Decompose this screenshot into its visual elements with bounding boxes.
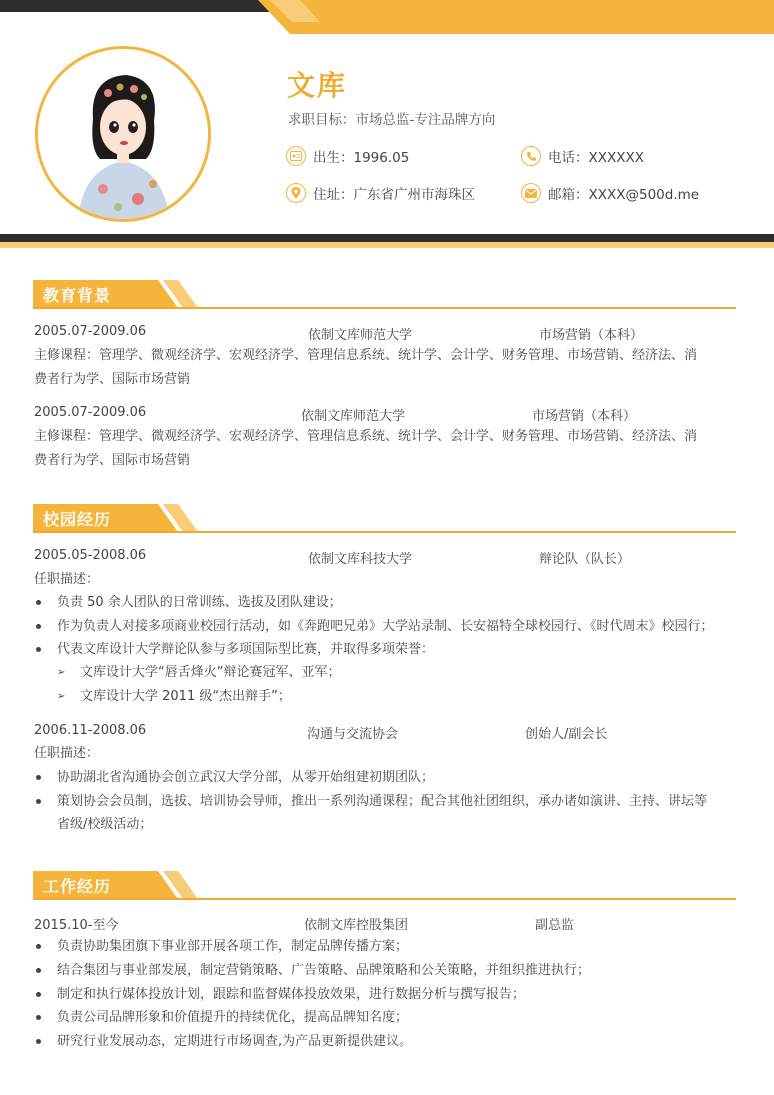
bullet-dot [36, 1039, 41, 1044]
id-card-icon [286, 146, 306, 166]
birth-info [286, 146, 409, 166]
section-rule [33, 307, 736, 309]
edu1-school: 依制文库师范大学 [308, 328, 413, 343]
campus-header [33, 504, 736, 532]
birth-text: 出生：1996.05 [313, 150, 410, 166]
work-bullet: 结合集团与事业部发展，制定营销策略、广告策略、品牌策略和公关策略，并组织推进执行； [57, 963, 591, 978]
address-text: 住址：广东省广州市海珠区 [313, 187, 475, 203]
email-info [521, 183, 699, 203]
work-date: 2015.10-至今 [34, 918, 119, 933]
education-header [33, 280, 736, 308]
bullet-dot [36, 624, 41, 629]
campus2-role: 创始人/副会长 [525, 727, 608, 742]
work-bullet: 制定和执行媒体投放计划，跟踪和监督媒体投放效果，进行数据分析与撰写报告； [57, 987, 526, 1002]
campus1-bullet: 代表文库设计大学辩论队参与多项国际型比赛，并取得多项荣誉： [57, 642, 435, 657]
campus1-sub-bullet: 文库设计大学“唇舌烽火”辩论赛冠军、亚军； [80, 665, 341, 680]
address-info [286, 183, 475, 203]
section-title: 工作经历 [43, 877, 112, 896]
campus-section [33, 504, 736, 532]
section-title: 校园经历 [43, 510, 112, 529]
edu1-date: 2005.07-2009.06 [34, 324, 147, 339]
bullet-dot [36, 992, 41, 997]
campus2-desc-label: 任职描述： [34, 746, 100, 761]
header-divider-light [0, 242, 774, 248]
location-pin-icon [286, 183, 306, 203]
work-bullet: 负责公司品牌形象和价值提升的持续优化，提高品牌知名度； [57, 1010, 409, 1025]
work-bullet: 负责协助集团旗下事业部开展各项工作，制定品牌传播方案； [57, 939, 409, 954]
phone-text: 电话：XXXXXX [548, 150, 644, 166]
job-goal: 求职目标：市场总监-专注品牌方向 [288, 112, 496, 128]
work-header [33, 871, 736, 899]
avatar-illustration [38, 49, 208, 219]
campus1-sub-bullet: 文库设计大学 2011 级“杰出辩手”； [80, 689, 291, 704]
work-position: 副总监 [535, 918, 575, 933]
bullet-dot [36, 1015, 41, 1020]
section-title: 教育背景 [43, 286, 112, 305]
bullet-dot [36, 799, 41, 804]
edu1-courses-line1: 主修课程：管理学、微观经济学、宏观经济学、管理信息系统、统计学、会计学、财务管理、市场营销、经济法、消 [34, 348, 698, 363]
bullet-dot [36, 600, 41, 605]
campus1-org: 依制文库科技大学 [308, 552, 413, 567]
work-company: 依制文库控股集团 [304, 918, 409, 933]
campus2-org: 沟通与交流协会 [307, 727, 399, 742]
header-divider-dark [0, 234, 774, 242]
campus1-bullet: 作为负责人对接多项商业校园行活动，如《奔跑吧兄弟》大学站录制、长安福特全球校园行、《时代周末》校园行； [57, 619, 714, 634]
phone-info [521, 146, 644, 166]
education-section [33, 280, 736, 308]
section-rule [33, 531, 736, 533]
campus2-bullet-cont: 省级/校级活动； [57, 817, 153, 832]
avatar [35, 46, 211, 222]
campus2-bullet: 协助湖北省沟通协会创立武汉大学分部，从零开始组建初期团队； [57, 770, 435, 785]
phone-icon [521, 146, 541, 166]
campus1-bullet: 负责 50 余人团队的日常训练、选拔及团队建设； [57, 595, 342, 610]
edu1-major: 市场营销（本科） [539, 328, 644, 343]
top-decor-bar [0, 0, 774, 34]
campus2-date: 2006.11-2008.06 [34, 723, 147, 738]
work-bullet: 研究行业发展动态，定期进行市场调查,为产品更新提供建议。 [57, 1034, 413, 1049]
campus2-bullet: 策划协会会员制，选拔、培训协会导师，推出一系列沟通课程；配合其他社团组织，承办诸如演讲、主持、讲坛等 [57, 794, 708, 809]
section-rule [33, 898, 736, 900]
bullet-dot [36, 944, 41, 949]
edu2-courses-line1: 主修课程：管理学、微观经济学、宏观经济学、管理信息系统、统计学、会计学、财务管理、市场营销、经济法、消 [34, 429, 698, 444]
campus1-role: 辩论队（队长） [539, 552, 631, 567]
email-text: 邮箱：XXXX@500d.me [548, 187, 700, 203]
candidate-name: 文库 [287, 69, 348, 102]
edu2-school: 依制文库师范大学 [301, 409, 406, 424]
edu2-date: 2005.07-2009.06 [34, 405, 147, 420]
arrow-bullet-icon: ➢ [57, 667, 66, 678]
edu2-major: 市场营销（本科） [532, 409, 637, 424]
arrow-bullet-icon: ➢ [57, 691, 66, 702]
bullet-dot [36, 647, 41, 652]
campus1-date: 2005.05-2008.06 [34, 548, 147, 563]
edu2-courses-line2: 费者行为学、国际市场营销 [34, 453, 191, 468]
edu1-courses-line2: 费者行为学、国际市场营销 [34, 372, 191, 387]
bullet-dot [36, 775, 41, 780]
work-section [33, 871, 736, 899]
campus1-desc-label: 任职描述： [34, 572, 100, 587]
bullet-dot [36, 968, 41, 973]
mail-icon [521, 183, 541, 203]
